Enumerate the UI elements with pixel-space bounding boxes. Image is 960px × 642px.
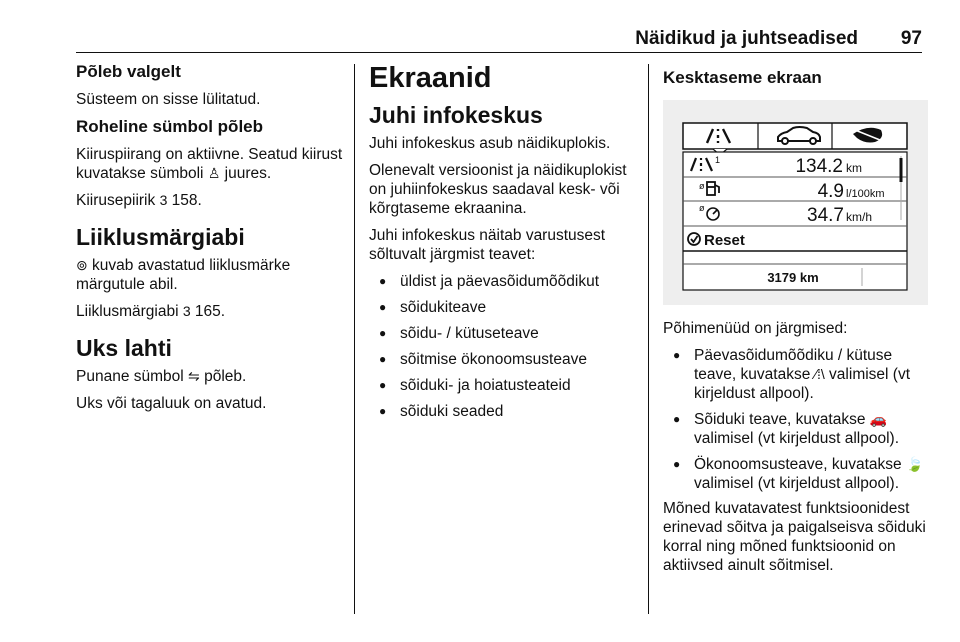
header-rule	[76, 52, 922, 53]
paragraph: Põhimenüüd on järgmised:	[663, 320, 848, 337]
list-item	[663, 410, 928, 448]
paragraph: Olenevalt versioonist ja näidikuplokist on juhiinfokeskus saadaval kesk- või kõrgtaseme ekraanina.	[369, 162, 627, 217]
column-right	[663, 62, 928, 583]
odometer-unit: km	[846, 161, 862, 175]
section-heading: Roheline sümbol põleb	[76, 117, 264, 136]
list-item: ● üldist ja päevasõidumõõdikut	[369, 272, 641, 291]
paragraph	[76, 367, 348, 386]
avg-speed-value: 34.7	[807, 205, 844, 226]
text: Liiklusmärgiabi	[76, 303, 183, 320]
odometer-value: 134.2	[795, 156, 843, 177]
paragraph	[76, 302, 348, 321]
list-item: ● sõiduki seaded	[369, 402, 641, 421]
list-item: ● sõitmise ökonoomsusteave	[369, 350, 641, 369]
avg-speed-unit: km/h	[846, 210, 873, 224]
paragraph	[76, 256, 348, 294]
fuel-consumption-unit: l/100km	[846, 188, 885, 200]
text: põleb.	[199, 368, 247, 385]
text: valimisel (vt kirjeldust allpool).	[694, 475, 900, 492]
midlevel-display-illustration	[663, 100, 928, 305]
page-header	[76, 28, 922, 50]
text: juures.	[220, 165, 272, 182]
fuel-consumption-value: 4.9	[817, 181, 844, 202]
text: Päevasõidumõõdiku / kütuse teave, kuvatakse	[694, 347, 893, 383]
door-open-icon: ⇋	[188, 368, 200, 384]
text: valimisel (vt kirjeldust allpool).	[694, 430, 900, 447]
text: Ökonoomsusteave, kuvatakse	[694, 456, 906, 473]
header-title: Näidikud ja juhtseadised	[635, 28, 858, 49]
total-odometer: 3179 km	[767, 270, 819, 285]
section-heading: Põleb valgelt	[76, 62, 181, 81]
paragraph	[76, 191, 348, 210]
paragraph: Uks või tagaluuk on avatud.	[76, 395, 267, 412]
paragraph: Mõned kuvatavatest funktsioonidest erinevad sõitva ja paigalseisva sõiduki korral ning mõned funktsioonid on aktiivsed ainult sõitmisel.	[663, 500, 926, 574]
paragraph: Juhi infokeskus näitab varustusest sõltuvalt järgmist teavet:	[369, 227, 606, 263]
info-list	[369, 272, 641, 421]
reset-label: Reset	[704, 232, 745, 249]
column-left	[76, 62, 348, 421]
paragraph	[76, 145, 348, 183]
section-heading: Juhi infokeskus	[369, 102, 543, 128]
menu-list	[663, 346, 928, 493]
list-item: ● sõiduki- ja hoiatusteateid	[369, 376, 641, 395]
speed-limiter-icon: ♙	[207, 165, 221, 181]
traffic-sign-icon: ⊚	[76, 257, 88, 273]
text: kuvab avastatud liiklusmärke märgutule abil.	[76, 257, 291, 293]
section-heading: Liiklusmärgiabi	[76, 224, 245, 250]
display-svg	[663, 100, 928, 305]
text: Sõiduki teave, kuvatakse	[694, 411, 870, 428]
avg-marker: ø	[699, 181, 705, 191]
paragraph: Juhi infokeskus asub näidikuplokis.	[369, 135, 611, 152]
avg-marker: ø	[699, 203, 705, 213]
list-item	[663, 346, 928, 403]
page-reference-icon: 3	[159, 192, 168, 208]
trip-number: 1	[715, 155, 721, 165]
column-middle	[369, 62, 641, 429]
list-item	[663, 455, 928, 493]
list-item: ● sõidu- / kütuseteave	[369, 324, 641, 343]
list-item: ● sõidukiteave	[369, 298, 641, 317]
text: valimisel (vt kirjeldust allpool).	[694, 366, 911, 402]
column-divider	[354, 64, 355, 614]
text: 158.	[167, 192, 202, 209]
text: Kiiruspiirang on aktiivne. Seatud kiirust kuvatakse sümboli	[76, 146, 343, 182]
paragraph: Süsteem on sisse lülitatud.	[76, 91, 261, 108]
chapter-title: Ekraanid	[369, 62, 492, 94]
text: Kiirusepiirik	[76, 192, 160, 209]
text: Punane sümbol	[76, 368, 189, 385]
section-heading: Kesktaseme ekraan	[663, 68, 822, 87]
text: 165.	[190, 303, 226, 320]
car-icon: 🚗	[869, 411, 888, 427]
page-reference-icon: 3	[182, 303, 191, 319]
leaf-icon: 🍃	[905, 456, 924, 472]
page-number: 97	[900, 28, 922, 49]
column-divider	[648, 64, 649, 614]
trip-icon: ⁄⁞\	[814, 366, 825, 382]
section-heading: Uks lahti	[76, 335, 172, 361]
